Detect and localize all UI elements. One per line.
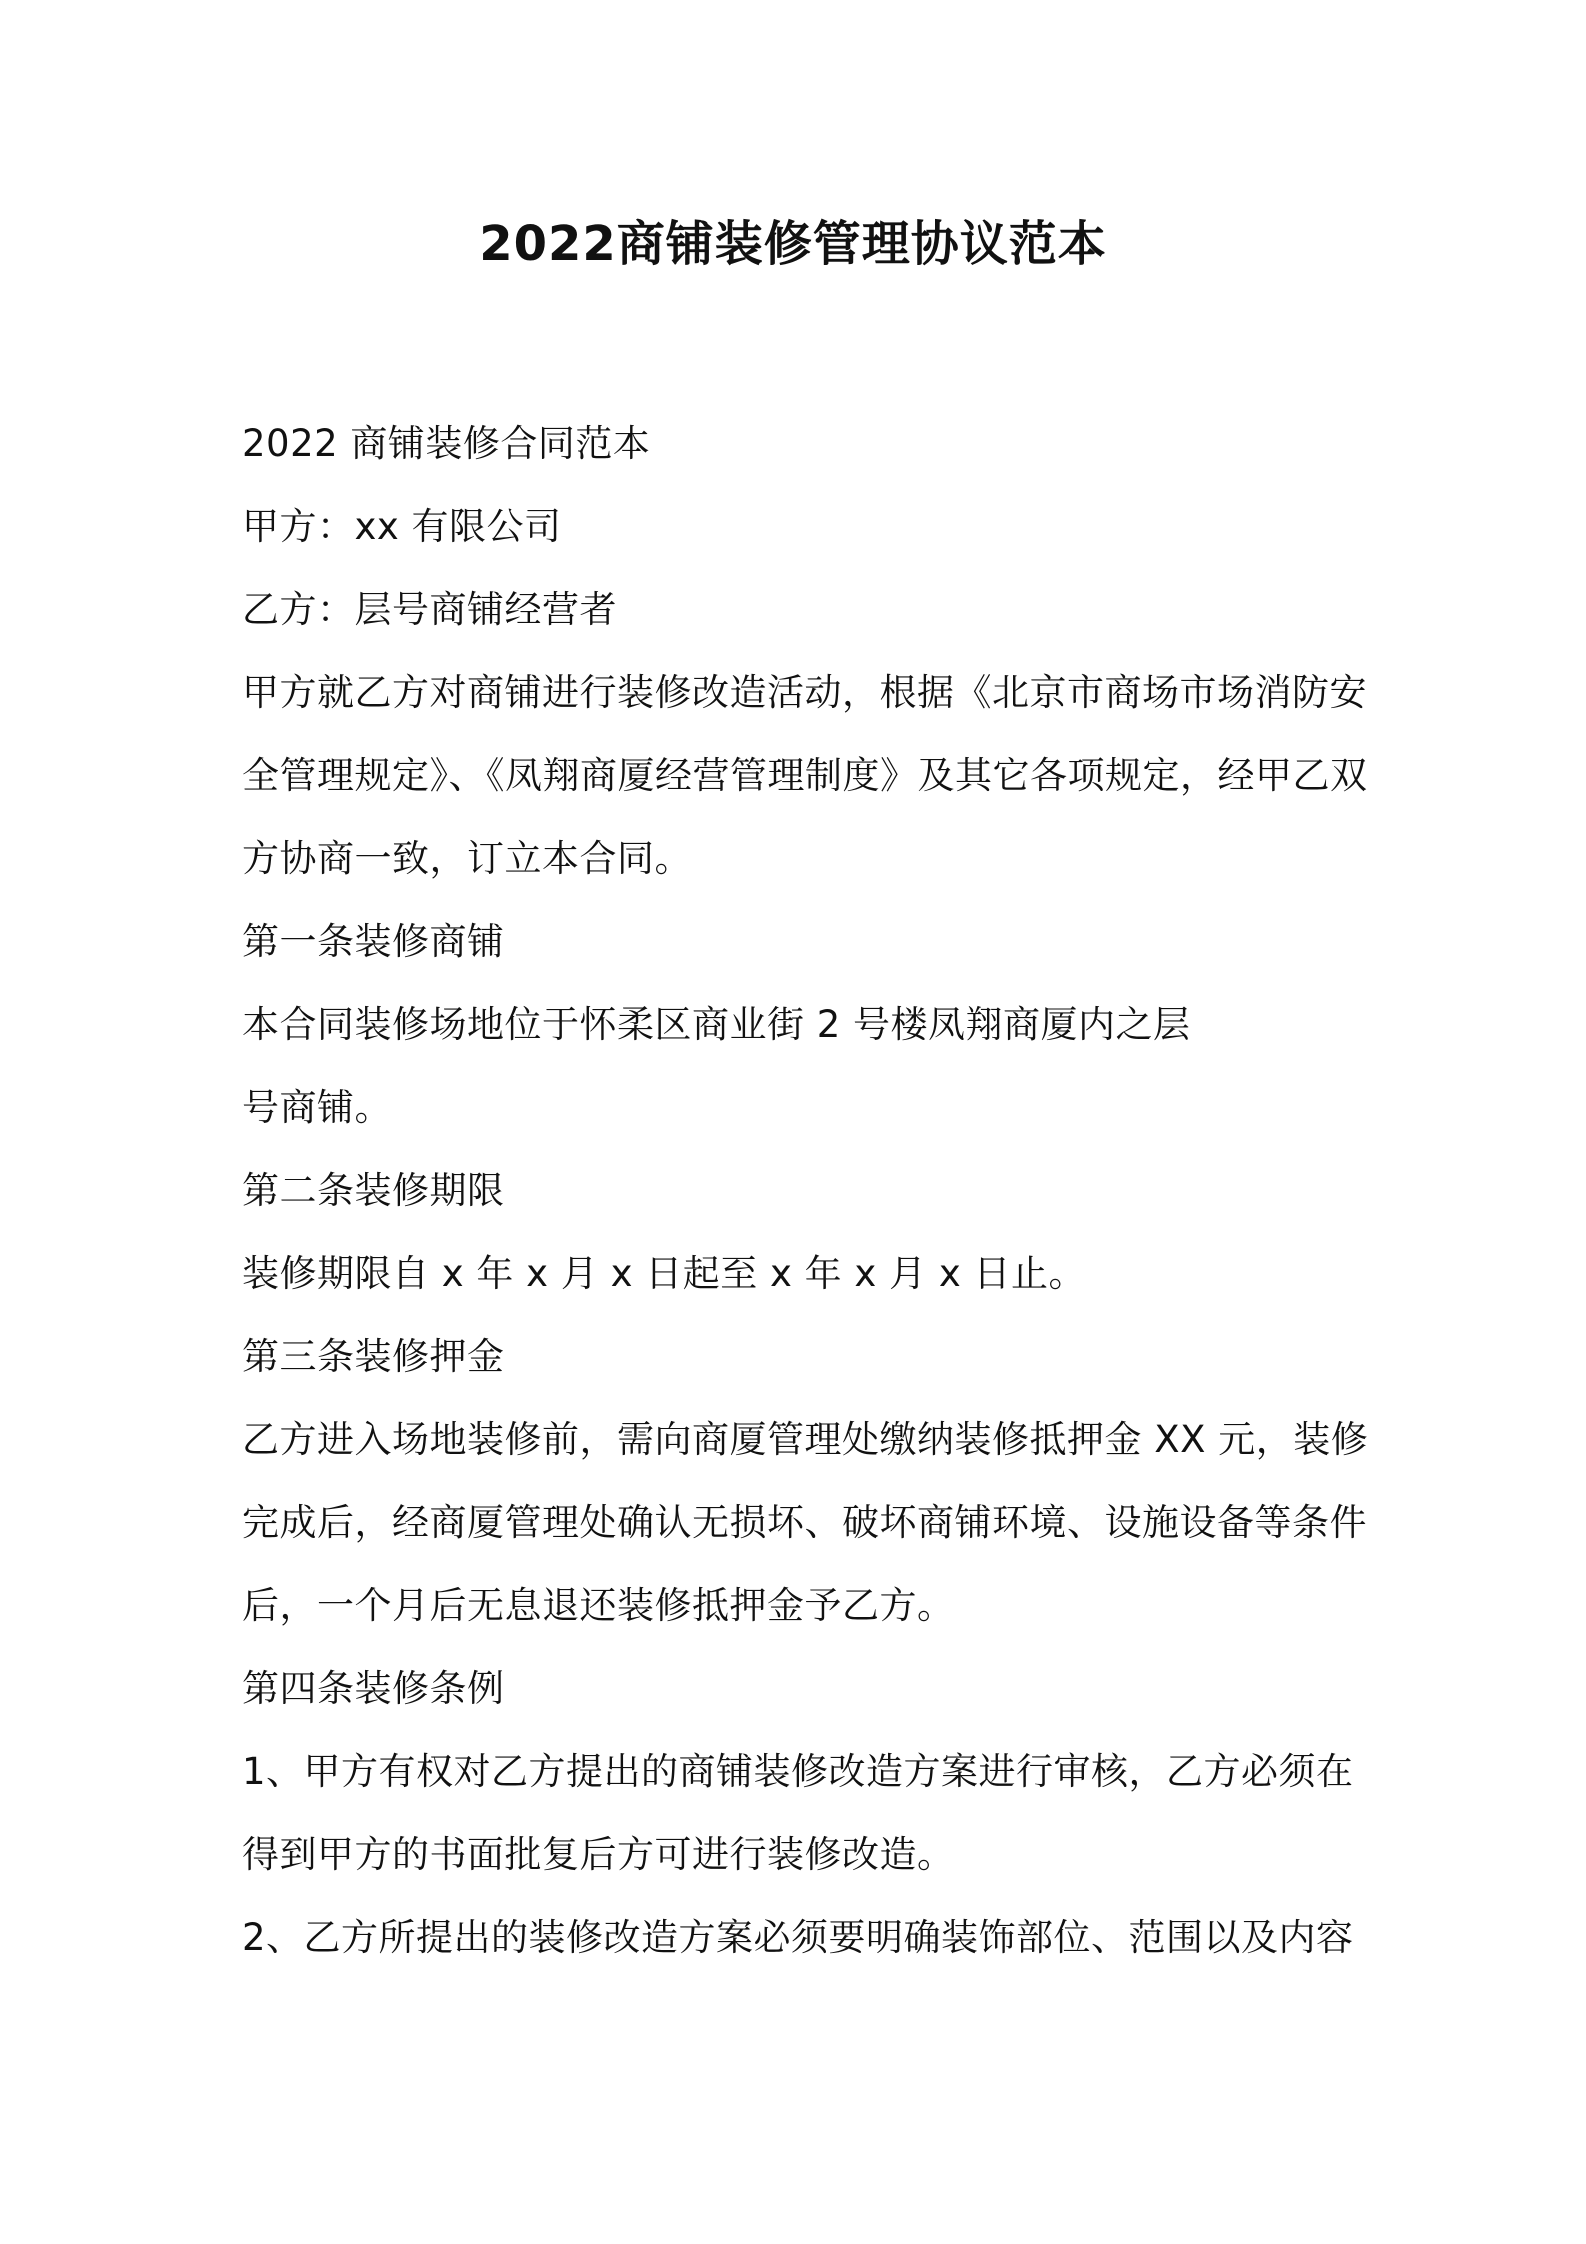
preamble-line: 甲方就乙方对商铺进行装修改造活动，根据《北京市商场市场消防安 <box>242 671 1367 714</box>
article-text-line: 装修期限自 x 年 x 月 x 日起至 x 年 x 月 x 日止。 <box>242 1252 1087 1295</box>
article-text-line: 乙方进入场地装修前，需向商厦管理处缴纳装修抵押金 XX 元，装修 <box>242 1418 1369 1461</box>
article-text-line: 2、乙方所提出的装修改造方案必须要明确装饰部位、范围以及内容 <box>242 1916 1354 1959</box>
article-heading: 第一条装修商铺 <box>242 920 505 963</box>
article-heading: 第二条装修期限 <box>242 1169 505 1212</box>
article-heading: 第四条装修条例 <box>242 1667 505 1710</box>
document-title: 2022商铺装修管理协议范本 <box>479 216 1107 272</box>
article-text-line: 本合同装修场地位于怀柔区商业街 2 号楼凤翔商厦内之层 <box>242 1003 1191 1046</box>
preamble-line: 方协商一致，订立本合同。 <box>242 837 692 880</box>
article-text-line: 后，一个月后无息退还装修抵押金予乙方。 <box>242 1584 955 1627</box>
article-text-line: 号商铺。 <box>242 1086 392 1129</box>
article-heading: 第三条装修押金 <box>242 1335 505 1378</box>
article-text-line: 1、甲方有权对乙方提出的商铺装修改造方案进行审核，乙方必须在 <box>242 1750 1354 1793</box>
party-a-line: 甲方：xx 有限公司 <box>242 505 562 548</box>
party-b-line: 乙方：层号商铺经营者 <box>242 588 617 631</box>
preamble-line: 全管理规定》、《凤翔商厦经营管理制度》及其它各项规定，经甲乙双 <box>242 754 1368 797</box>
subtitle-line: 2022 商铺装修合同范本 <box>242 422 651 465</box>
article-text-line: 得到甲方的书面批复后方可进行装修改造。 <box>242 1833 955 1876</box>
article-text-line: 完成后，经商厦管理处确认无损坏、破坏商铺环境、设施设备等条件 <box>242 1501 1367 1544</box>
document-body <box>242 402 1369 1979</box>
